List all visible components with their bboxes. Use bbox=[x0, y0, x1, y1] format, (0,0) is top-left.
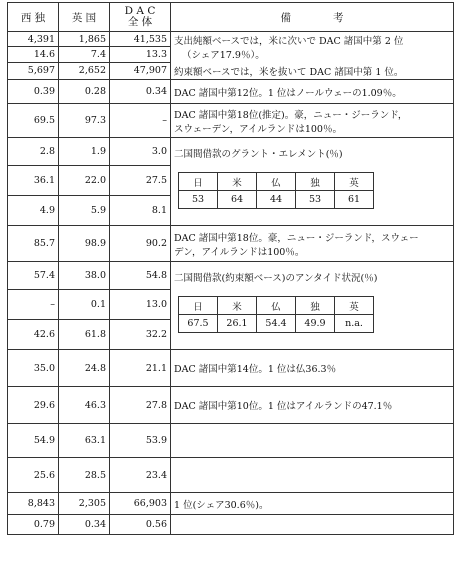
remark-untied-status: 二国間借款(約束額ベース)のアンタイド状況(％) 日 米 仏 独 英 67.5 26.1 54.4 49.9 n.a. bbox=[171, 262, 454, 350]
remark-grant-share: DAC 諸国中第18位(推定)。豪，ニュー・ジーランド， スウェーデン，アイルランドは100％。 bbox=[171, 104, 454, 138]
header-dac-total: D A C 全 体 bbox=[110, 3, 171, 32]
grant-value: 61 bbox=[335, 191, 374, 209]
grant-header: 英 bbox=[335, 173, 374, 191]
aid-comparison-table bbox=[7, 2, 454, 535]
cell-wg: 69.5 bbox=[8, 104, 59, 138]
table-row bbox=[8, 262, 454, 290]
cell-uk: 7.4 bbox=[59, 47, 110, 62]
cell-uk: 0.1 bbox=[59, 290, 110, 320]
cell-dac: 32.2 bbox=[110, 320, 171, 350]
untied-header: 英 bbox=[335, 297, 374, 315]
cell-wg: 14.6 bbox=[8, 47, 59, 62]
table-row bbox=[8, 226, 454, 262]
cell-wg: 29.6 bbox=[8, 387, 59, 424]
grant-header: 仏 bbox=[257, 173, 296, 191]
cell-wg: 36.1 bbox=[8, 166, 59, 196]
untied-value: 49.9 bbox=[296, 315, 335, 333]
untied-value: 26.1 bbox=[218, 315, 257, 333]
cell-dac: 8.1 bbox=[110, 196, 171, 226]
cell-wg: 57.4 bbox=[8, 262, 59, 290]
untied-value: 67.5 bbox=[179, 315, 218, 333]
cell-dac: 66,903 bbox=[110, 493, 171, 515]
cell-uk: 2,305 bbox=[59, 493, 110, 515]
cell-wg: 42.6 bbox=[8, 320, 59, 350]
cell-wg: 0.79 bbox=[8, 515, 59, 535]
cell-dac: 41,535 bbox=[110, 32, 171, 47]
cell-uk: 0.28 bbox=[59, 80, 110, 104]
remark-empty bbox=[171, 458, 454, 493]
remark-gnp-ratio: DAC 諸国中第12位。1 位はノールウェーの1.09％。 bbox=[171, 80, 454, 104]
cell-dac: 21.1 bbox=[110, 350, 171, 387]
cell-wg: – bbox=[8, 290, 59, 320]
table-row bbox=[8, 104, 454, 138]
remark-top-share: 1 位(シェア30.6％)。 bbox=[171, 493, 454, 515]
table-row bbox=[8, 515, 454, 535]
header-west-germany: 西 独 bbox=[8, 3, 59, 32]
remark-empty bbox=[171, 424, 454, 458]
header-row bbox=[8, 3, 454, 32]
cell-dac: 47,907 bbox=[110, 62, 171, 79]
untied-status-table bbox=[178, 296, 374, 333]
untied-header: 米 bbox=[218, 297, 257, 315]
table-row bbox=[8, 387, 454, 424]
cell-dac: 23.4 bbox=[110, 458, 171, 493]
cell-wg: 54.9 bbox=[8, 424, 59, 458]
cell-dac: 3.0 bbox=[110, 138, 171, 166]
header-remarks: 備 考 bbox=[171, 3, 454, 32]
cell-dac: 27.5 bbox=[110, 166, 171, 196]
cell-dac: 0.34 bbox=[110, 80, 171, 104]
cell-wg: 4.9 bbox=[8, 196, 59, 226]
cell-wg: 35.0 bbox=[8, 350, 59, 387]
grant-value: 53 bbox=[179, 191, 218, 209]
remark-rank-14: DAC 諸国中第14位。1 位は仏36.3％ bbox=[171, 350, 454, 387]
grant-value: 44 bbox=[257, 191, 296, 209]
cell-uk: 1.9 bbox=[59, 138, 110, 166]
cell-dac: 54.8 bbox=[110, 262, 171, 290]
cell-dac: 53.9 bbox=[110, 424, 171, 458]
cell-uk: 38.0 bbox=[59, 262, 110, 290]
untied-header: 独 bbox=[296, 297, 335, 315]
grant-header: 日 bbox=[179, 173, 218, 191]
grant-header: 米 bbox=[218, 173, 257, 191]
cell-uk: 98.9 bbox=[59, 226, 110, 262]
cell-dac: 13.0 bbox=[110, 290, 171, 320]
cell-dac: 0.56 bbox=[110, 515, 171, 535]
remark-bilateral-grant: DAC 諸国中第18位。豪，ニュー・ジーランド，スウェー デン，アイルランドは100％。 bbox=[171, 226, 454, 262]
table-row bbox=[8, 424, 454, 458]
grant-value: 64 bbox=[218, 191, 257, 209]
table-row bbox=[8, 80, 454, 104]
grant-element-table bbox=[178, 172, 374, 209]
untied-header: 日 bbox=[179, 297, 218, 315]
grant-header: 独 bbox=[296, 173, 335, 191]
cell-uk: 28.5 bbox=[59, 458, 110, 493]
cell-wg: 85.7 bbox=[8, 226, 59, 262]
remark-empty bbox=[171, 515, 454, 535]
cell-uk: 46.3 bbox=[59, 387, 110, 424]
cell-dac: 90.2 bbox=[110, 226, 171, 262]
remark-grant-element: 二国間借款のグラント・エレメント(％) 日 米 仏 独 英 53 64 44 53 61 bbox=[171, 138, 454, 226]
cell-uk: 22.0 bbox=[59, 166, 110, 196]
cell-uk: 24.8 bbox=[59, 350, 110, 387]
grant-value: 53 bbox=[296, 191, 335, 209]
cell-uk: 97.3 bbox=[59, 104, 110, 138]
cell-uk: 0.34 bbox=[59, 515, 110, 535]
untied-value: 54.4 bbox=[257, 315, 296, 333]
remark-rank-10: DAC 諸国中第10位。1 位はアイルランドの47.1％ bbox=[171, 387, 454, 424]
table-row bbox=[8, 32, 454, 47]
header-uk: 英 国 bbox=[59, 3, 110, 32]
cell-dac: 27.8 bbox=[110, 387, 171, 424]
table-row bbox=[8, 350, 454, 387]
cell-dac: – bbox=[110, 104, 171, 138]
table-row bbox=[8, 493, 454, 515]
remark-net-disbursement: 支出純額ベースでは，米に次いで DAC 諸国中第 2 位 （シェア17.9％）。 約束額ベースでは，米を抜いて DAC 諸国中第 1 位。 bbox=[171, 32, 454, 80]
cell-uk: 1,865 bbox=[59, 32, 110, 47]
untied-value: n.a. bbox=[335, 315, 374, 333]
cell-uk: 2,652 bbox=[59, 62, 110, 79]
cell-dac: 13.3 bbox=[110, 47, 171, 62]
cell-uk: 61.8 bbox=[59, 320, 110, 350]
untied-header: 仏 bbox=[257, 297, 296, 315]
cell-wg: 0.39 bbox=[8, 80, 59, 104]
cell-wg: 5,697 bbox=[8, 62, 59, 79]
cell-wg: 8,843 bbox=[8, 493, 59, 515]
cell-wg: 2.8 bbox=[8, 138, 59, 166]
cell-uk: 63.1 bbox=[59, 424, 110, 458]
table-row bbox=[8, 138, 454, 166]
cell-wg: 4,391 bbox=[8, 32, 59, 47]
cell-wg: 25.6 bbox=[8, 458, 59, 493]
table-row bbox=[8, 458, 454, 493]
cell-uk: 5.9 bbox=[59, 196, 110, 226]
